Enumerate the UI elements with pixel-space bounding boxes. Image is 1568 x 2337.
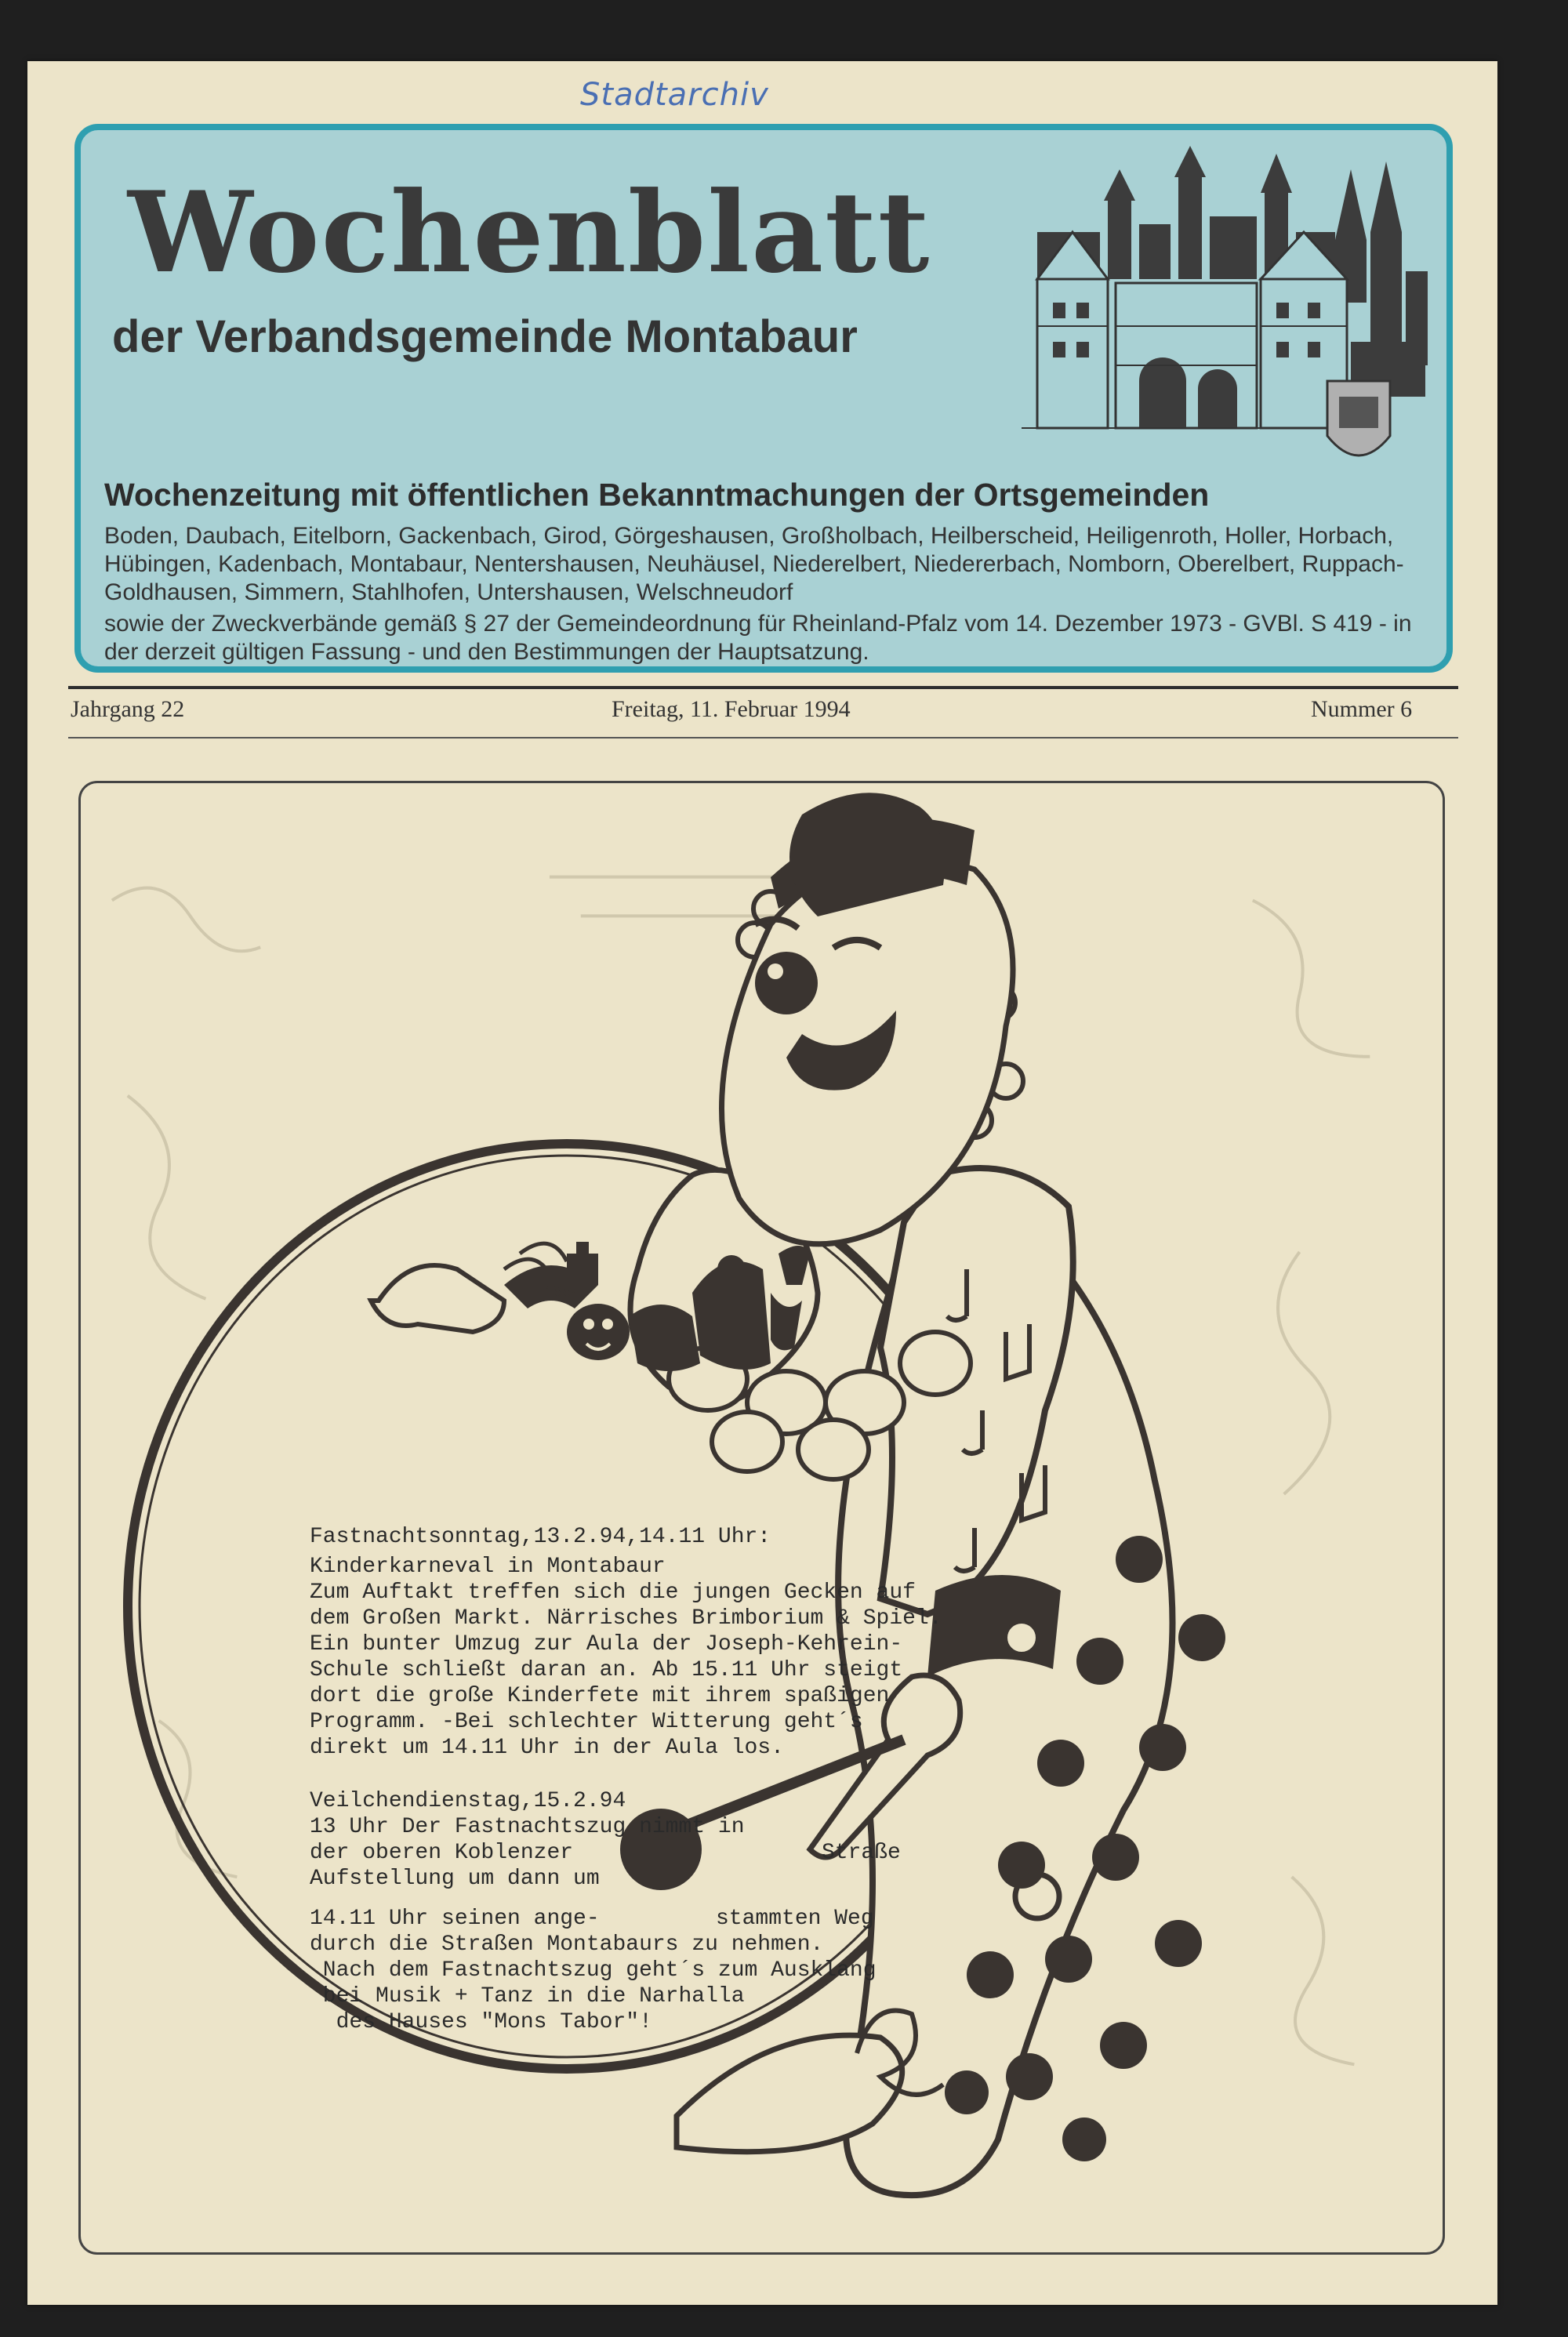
issue-number: Nummer 6 — [1311, 696, 1413, 722]
castle-silhouette-icon — [1022, 146, 1429, 491]
announcement-word-stammten: stammten Weg — [716, 1907, 874, 1931]
announcement-line: Kinderkarneval in Montabaur — [310, 1555, 666, 1579]
logo-year: 1884 — [543, 1284, 582, 1302]
announcement-line: dort die große Kinderfete mit ihrem spaßigen — [310, 1684, 890, 1708]
tagline: Wochenzeitung mit öffentlichen Bekanntmachungen der Ortsgemeinden — [104, 477, 1210, 513]
announcement-heading-1: Fastnachtsonntag,13.2.94,14.11 Uhr: — [310, 1525, 771, 1549]
announcement-line: 14.11 Uhr seinen ange- — [310, 1907, 600, 1931]
newspaper-title: Wochenblatt — [128, 168, 931, 298]
clown-illustration-icon — [81, 783, 1447, 2257]
announcement-line: des Hauses "Mons Tabor"! — [310, 2010, 652, 2034]
issue-date: Freitag, 11. Februar 1994 — [612, 696, 851, 722]
carnival-announcement-frame — [78, 781, 1445, 2255]
divider-bottom — [68, 737, 1458, 738]
announcement-line: Programm. -Bei schlechter Witterung geht´s — [310, 1710, 863, 1734]
masthead — [74, 124, 1453, 673]
announcement-line: dem Großen Markt. Närrisches Brimborium & Spiel. — [310, 1606, 942, 1631]
announcement-line: bei Musik + Tanz in die Narhalla — [310, 1984, 745, 2009]
announcement-line: Ein bunter Umzug zur Aula der Joseph-Kehrein- — [310, 1632, 903, 1657]
announcement-line: Aufstellung um dann um — [310, 1867, 600, 1891]
announcement-line: Schule schließt daran an. Ab 15.11 Uhr steigt — [310, 1658, 903, 1682]
newspaper-subtitle: der Verbandsgemeinde Montabaur — [112, 311, 858, 362]
announcement-line: der oberen Koblenzer — [310, 1841, 574, 1865]
volume-label: Jahrgang 22 — [71, 696, 185, 722]
divider-top — [68, 686, 1458, 689]
announcement-word-strasse: Straße — [822, 1841, 901, 1865]
announcement-heading-2: Veilchendienstag,15.2.94 — [310, 1789, 626, 1813]
legal-note: sowie der Zweckverbände gemäß § 27 der Gemeindeordnung für Rheinland-Pfalz vom 14. Dezember 1973 - GVBl. S 419 - in der derzeit gültigen Fassung - und den Bestimmungen der Hauptsatzung. — [104, 611, 1412, 665]
announcement-line: Zum Auftakt treffen sich die jungen Gecken auf — [310, 1580, 916, 1605]
announcement-line: direkt um 14.11 Uhr in der Aula los. — [310, 1736, 784, 1760]
announcement-line: durch die Straßen Montabaurs zu nehmen. — [310, 1932, 824, 1957]
member-municipalities: Boden, Daubach, Eitelborn, Gackenbach, Girod, Görgeshausen, Großholbach, Heilberscheid, Heiligenroth, Holler, Horbach, Hübingen, Kadenbach, Montabaur, Nentershausen, Neuhäusel, Niederelbert, Niedererbach, Nomborn, Oberelbert, Ruppach-Goldhausen, Simmern, Stahlhofen, Untershausen, Welschneudorf — [104, 523, 1404, 605]
announcement-line: Nach dem Fastnachtszug geht´s zum Ausklang — [310, 1958, 877, 1983]
handwritten-annotation: Stadtarchiv — [580, 77, 769, 113]
newspaper-page — [27, 61, 1497, 2305]
announcement-line: 13 Uhr Der Fastnachtszug nimmt in — [310, 1815, 745, 1839]
